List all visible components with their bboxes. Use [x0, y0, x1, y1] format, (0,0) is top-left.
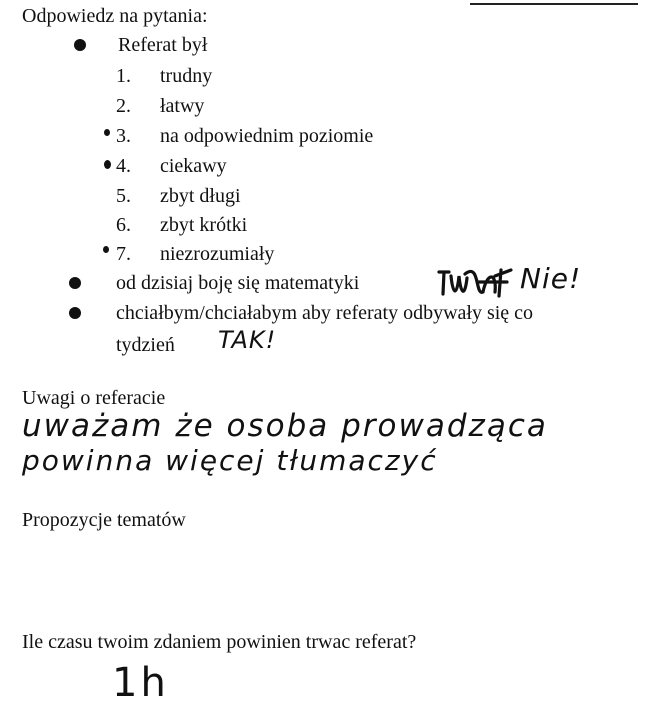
bullet	[74, 39, 86, 51]
q3-label-line1: chciałbym/chciałabym aby referaty odbywały się co	[116, 302, 534, 324]
option-text: trudny	[160, 65, 213, 87]
q3-handwritten-answer: TAK!	[218, 326, 277, 354]
page-heading: Odpowiedz na pytania:	[22, 5, 208, 27]
answer-mark	[103, 246, 109, 253]
option-text: zbyt krótki	[160, 214, 248, 236]
option-number: 6.	[116, 214, 131, 236]
q1-label: Referat był	[118, 34, 208, 56]
option-text: niezrozumiały	[160, 243, 275, 265]
topics-label: Propozycje tematów	[22, 509, 186, 531]
option-number: 2.	[116, 95, 131, 117]
crossed-out-scribble	[435, 266, 517, 300]
option-text: na odpowiednim poziomie	[160, 125, 374, 147]
remarks-handwritten-line2: powinna więcej tłumaczyć	[22, 444, 438, 477]
top-rule	[470, 3, 638, 5]
q2-label: od dzisiaj boję się matematyki	[116, 272, 360, 294]
answer-mark	[104, 160, 111, 169]
option-number: 5.	[116, 185, 131, 207]
option-number: 3.	[116, 125, 131, 147]
q3-label-line2: tydzień	[116, 334, 175, 356]
option-text: ciekawy	[160, 155, 227, 177]
answer-mark	[104, 129, 110, 136]
remarks-label: Uwagi o referacie	[22, 387, 166, 409]
option-text: łatwy	[160, 95, 205, 117]
remarks-handwritten-line1: uważam że osoba prowadząca	[22, 408, 548, 444]
option-number: 4.	[116, 155, 131, 177]
option-number: 7.	[116, 243, 131, 265]
bullet	[69, 307, 81, 319]
duration-handwritten-answer: 1h	[112, 660, 169, 706]
q2-handwritten-answer: Nie!	[520, 262, 582, 295]
duration-label: Ile czasu twoim zdaniem powinien trwac referat?	[22, 631, 417, 653]
option-text: zbyt długi	[160, 185, 241, 207]
bullet	[69, 277, 81, 289]
option-number: 1.	[116, 65, 131, 87]
